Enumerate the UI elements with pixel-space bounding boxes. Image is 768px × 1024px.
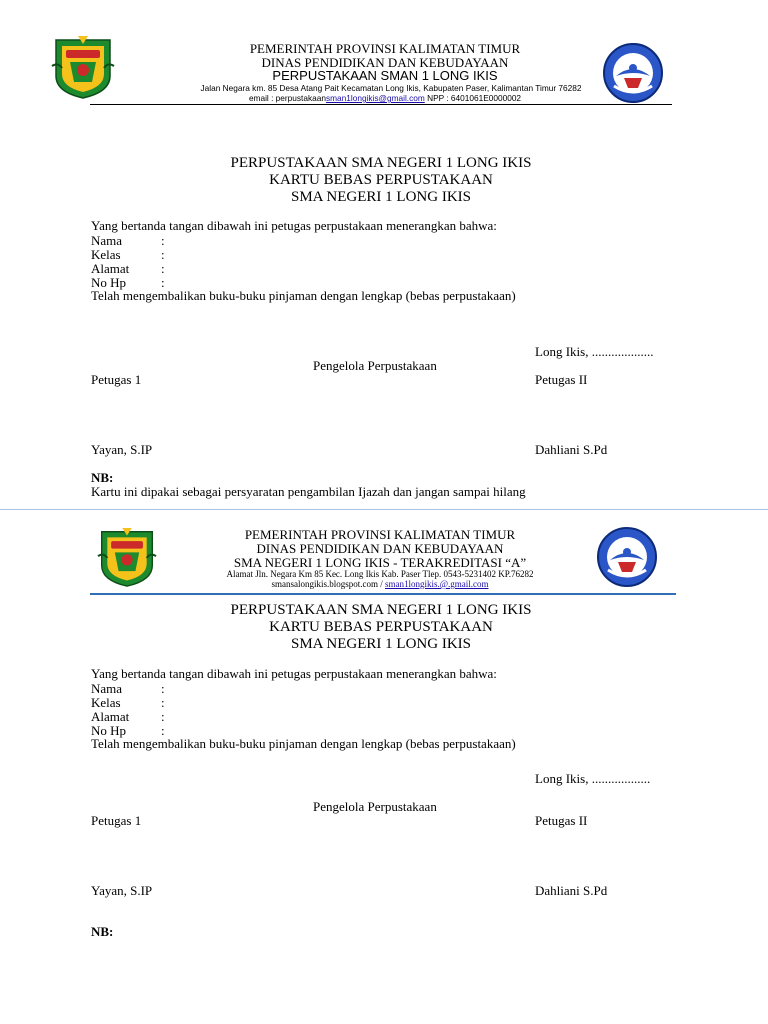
kop-contact-line — [170, 579, 590, 589]
separator-text: / — [377, 579, 385, 589]
email-link[interactable]: sman1longikis.@.gmail.com — [384, 579, 489, 589]
field-label: No Hp — [91, 275, 127, 290]
kop-line-1: PEMERINTAH PROVINSI KALIMATAN TIMUR — [249, 41, 521, 56]
officer-2-label: Petugas II — [535, 372, 588, 387]
email-prefix: email : perpustakaan — [248, 93, 326, 103]
card-title-3: SMA NEGERI 1 LONG IKIS — [291, 636, 471, 652]
nb-text: Kartu ini dipakai sebagai persyaratan pengambilan Ijazah dan jangan sampai hilang — [91, 484, 526, 499]
card-title-2: KARTU BEBAS PERPUSTAKAAN — [269, 172, 493, 188]
card-title-1: PERPUSTAKAAN SMA NEGERI 1 LONG IKIS — [230, 602, 532, 618]
statement-text: Telah mengembalikan buku-buku pinjaman dengan lengkap (bebas perpustakaan) — [91, 288, 516, 303]
card-title-2: KARTU BEBAS PERPUSTAKAAN — [269, 619, 493, 635]
field-label: Nama — [91, 233, 123, 248]
signatory-2: Dahliani S.Pd — [535, 442, 608, 457]
statement-text: Telah mengembalikan buku-buku pinjaman dengan lengkap (bebas perpustakaan) — [91, 736, 516, 751]
kop-address: Alamat Jln. Negara Km 85 Kec. Long Ikis Kab. Paser Tlep. 0543-5231402 KP.76282 — [226, 569, 534, 579]
field-colon: : — [161, 261, 165, 276]
field-colon: : — [161, 723, 165, 738]
manager-title: Pengelola Perpustakaan — [313, 799, 437, 814]
field-colon: : — [161, 247, 165, 262]
field-colon: : — [161, 695, 165, 710]
manager-title: Pengelola Perpustakaan — [313, 358, 437, 373]
field-colon: : — [161, 709, 165, 724]
card-title-1: PERPUSTAKAAN SMA NEGERI 1 LONG IKIS — [230, 155, 532, 171]
officer-1-label: Petugas 1 — [91, 813, 142, 828]
kop-line-2: DINAS PENDIDIKAN DAN KEBUDAYAAN — [261, 55, 509, 70]
kop-line-3: SMA NEGERI 1 LONG IKIS - TERAKREDITASI “A” — [233, 555, 527, 570]
officer-2-label: Petugas II — [535, 813, 588, 828]
officer-1-label: Petugas 1 — [91, 372, 142, 387]
kop-divider — [90, 104, 672, 105]
tut-wuri-handayani-icon — [596, 526, 658, 588]
field-colon: : — [161, 681, 165, 696]
kop-line-3: PERPUSTAKAAN SMAN 1 LONG IKIS — [272, 68, 498, 83]
intro-text: Yang bertanda tangan dibawah ini petugas perpustakaan menerangkan bahwa: — [91, 218, 497, 233]
field-label: Alamat — [91, 709, 130, 724]
email-link[interactable]: sman1longikis@gmail.com — [325, 93, 425, 103]
blog-text: smansalongikis.blogspot.com — [271, 579, 378, 589]
npp-text: NPP : 6401061E0000002 — [424, 93, 522, 103]
kop-email-line — [120, 93, 650, 103]
place-date: Long Ikis, .................. — [535, 771, 651, 786]
signatory-2: Dahliani S.Pd — [535, 883, 608, 898]
field-colon: : — [161, 275, 165, 290]
place-date: Long Ikis, ................... — [535, 344, 654, 359]
field-label: Kelas — [91, 695, 121, 710]
nb-label: NB: — [91, 924, 114, 939]
province-emblem-icon — [92, 528, 162, 588]
signatory-1: Yayan, S.IP — [91, 442, 153, 457]
intro-text: Yang bertanda tangan dibawah ini petugas perpustakaan menerangkan bahwa: — [91, 666, 497, 681]
field-label: Nama — [91, 681, 123, 696]
nb-label: NB: — [91, 470, 114, 485]
field-label: Alamat — [91, 261, 130, 276]
kop-divider — [90, 593, 676, 595]
signatory-1: Yayan, S.IP — [91, 883, 153, 898]
kop-address: Jalan Negara km. 85 Desa Atang Pait Kecamatan Long Ikis, Kabupaten Paser, Kalimantan Timur 76282 — [200, 83, 582, 93]
field-colon: : — [161, 233, 165, 248]
card-title-3: SMA NEGERI 1 LONG IKIS — [291, 189, 471, 205]
page-separator — [0, 509, 768, 510]
field-label: Kelas — [91, 247, 121, 262]
kop-line-1: PEMERINTAH PROVINSI KALIMATAN TIMUR — [244, 527, 516, 542]
kop-line-2: DINAS PENDIDIKAN DAN KEBUDAYAAN — [256, 541, 504, 556]
field-label: No Hp — [91, 723, 127, 738]
